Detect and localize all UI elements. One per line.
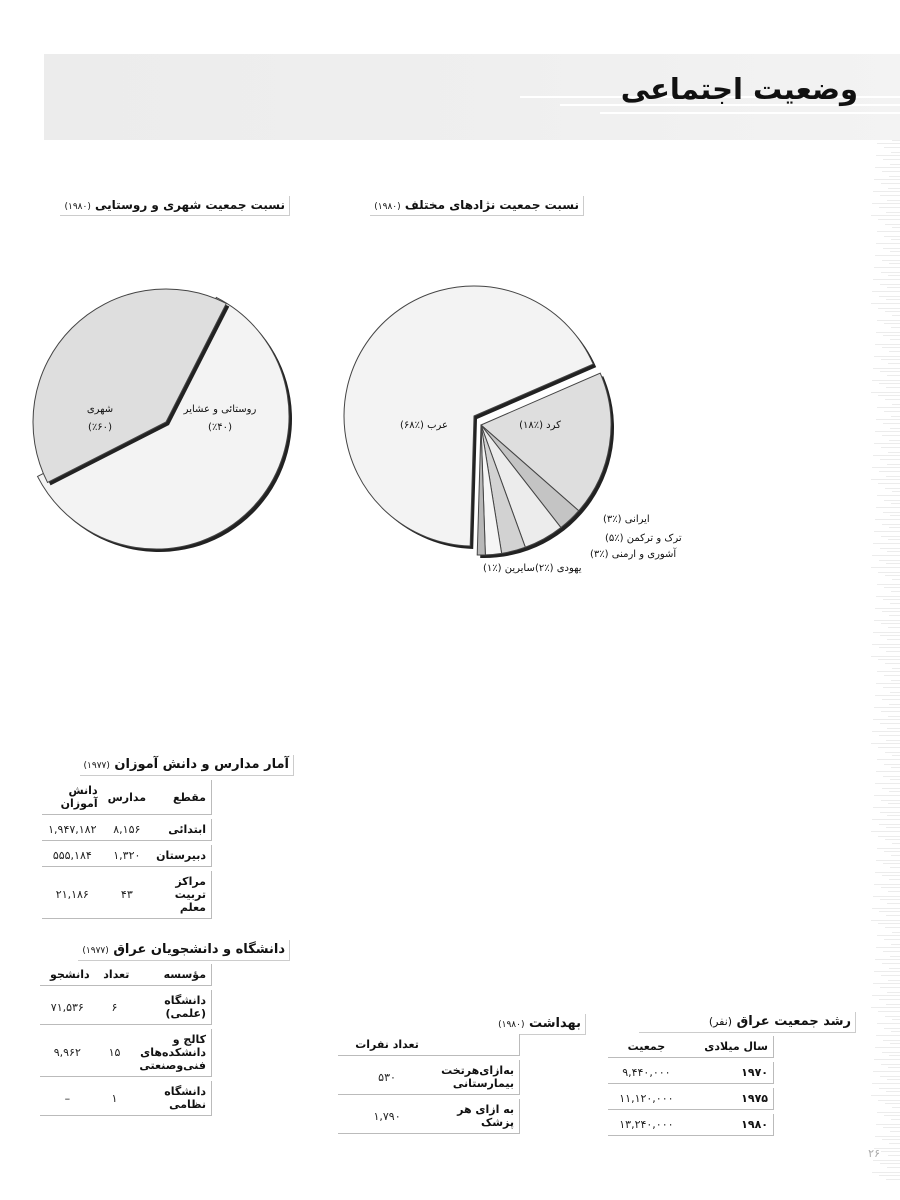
column-header: تعداد: [95, 964, 135, 986]
cell: ۱۱,۱۲۰,۰۰۰: [608, 1088, 685, 1110]
table-row: [608, 1114, 774, 1136]
column-header: [436, 1034, 520, 1056]
table-row: [42, 819, 212, 841]
row-label: کالج و دانشکده‌های فنی‌وصنعتی: [134, 1029, 212, 1077]
slice-label: آشوری و ارمنی (٪۳): [590, 549, 677, 560]
table-row: [40, 1081, 212, 1116]
table-row: [338, 1060, 520, 1095]
slice-percent: (٪۴۰): [208, 422, 232, 433]
column-header: سال میلادی: [685, 1036, 774, 1058]
table-title-text: بهداشت: [529, 1016, 581, 1031]
cell: ۴۳: [103, 871, 151, 919]
slice-label: یهودی (٪۲): [535, 563, 582, 574]
slice-label: ترک و ترکمن (٪۵): [605, 533, 682, 544]
slice-label: سایرین (٪۱): [483, 563, 535, 574]
cell: ۲۱,۱۸۶: [42, 871, 103, 919]
table-row: [40, 1029, 212, 1077]
table-title-text: دانشگاه و دانشجویان عراق: [113, 942, 285, 957]
cell: ۷۱,۵۳۶: [40, 990, 95, 1025]
cell: ۵۳۰: [338, 1060, 436, 1095]
page-number: ۲۶: [868, 1147, 880, 1160]
row-label: ۱۹۸۰: [685, 1114, 774, 1136]
column-header: دانش آموزان: [42, 780, 103, 815]
chart-year: (۱۹۸۰): [374, 202, 401, 212]
column-header: تعداد نفرات: [338, 1034, 436, 1056]
cell: ۱,۳۲۰: [103, 845, 151, 867]
row-label: به ازای هر پزشک: [436, 1099, 520, 1134]
slice-label: ایرانی (٪۳): [603, 514, 650, 525]
column-header: دانشجو: [40, 964, 95, 986]
row-label: ۱۹۷۵: [685, 1088, 774, 1110]
table-row: [338, 1099, 520, 1134]
cell: ۶: [95, 990, 135, 1025]
cell: ۹,۴۴۰,۰۰۰: [608, 1062, 685, 1084]
slice-label: روستائی و عشایر: [183, 404, 257, 415]
row-label: ۱۹۷۰: [685, 1062, 774, 1084]
cell: ۱۳,۲۴۰,۰۰۰: [608, 1114, 685, 1136]
cell: ۱,۹۴۷,۱۸۲: [42, 819, 103, 841]
cell: –: [40, 1081, 95, 1116]
universities-table-title: [78, 940, 290, 961]
row-label: دانشگاه نظامی: [134, 1081, 212, 1116]
chart-title-text: نسبت جمعیت نژادهای مختلف: [404, 198, 579, 212]
cell: ۱: [95, 1081, 135, 1116]
table-row: [608, 1088, 774, 1110]
table-row: [608, 1062, 774, 1084]
table-row: [42, 845, 212, 867]
table-year: (۱۹۸۰): [498, 1020, 525, 1030]
table-row: [40, 990, 212, 1025]
health-table: [338, 1030, 520, 1138]
page-title: وضعیت اجتماعی: [620, 72, 858, 106]
slice-percent: (٪۶۰): [88, 422, 112, 433]
cell: ۸,۱۵۶: [103, 819, 151, 841]
chart-year: (۱۹۸۰): [64, 202, 91, 212]
table-year: (۱۹۷۷): [83, 761, 110, 771]
population-table-title: [639, 1012, 856, 1033]
row-label: ابتدائی: [151, 819, 212, 841]
slice-label: عرب (٪۶۸): [399, 420, 449, 431]
table-title-text: رشد جمعیت عراق: [736, 1014, 851, 1029]
table-row: [42, 871, 212, 919]
column-header: مقطع: [151, 780, 212, 815]
universities-table: [40, 960, 212, 1120]
cell: ۵۵۵,۱۸۴: [42, 845, 103, 867]
chart-title-text: نسبت جمعیت شهری و روستایی: [95, 198, 285, 212]
column-header: جمعیت: [608, 1036, 685, 1058]
table-year: (۱۹۷۷): [82, 946, 109, 956]
table-title-text: آمار مدارس و دانش آموزان: [114, 757, 289, 772]
population-table: [608, 1032, 774, 1140]
column-header: مؤسسه: [134, 964, 212, 986]
schools-table: [42, 776, 212, 923]
row-label: به‌ازای‌هرتخت بیمارستانی: [436, 1060, 520, 1095]
row-label: دانشگاه (علمی): [134, 990, 212, 1025]
slice-label: کرد (٪۱۸): [519, 420, 561, 431]
column-header: مدارس: [103, 780, 151, 815]
schools-table-title: [80, 755, 294, 776]
cell: ۹,۹۶۲: [40, 1029, 95, 1077]
row-label: دبیرستان: [151, 845, 212, 867]
table-unit: (نفر): [708, 1015, 733, 1028]
row-label: مراکز تربیت معلم: [151, 871, 212, 919]
slice-label: شهری: [86, 404, 114, 415]
cell: ۱۵: [95, 1029, 135, 1077]
cell: ۱,۷۹۰: [338, 1099, 436, 1134]
